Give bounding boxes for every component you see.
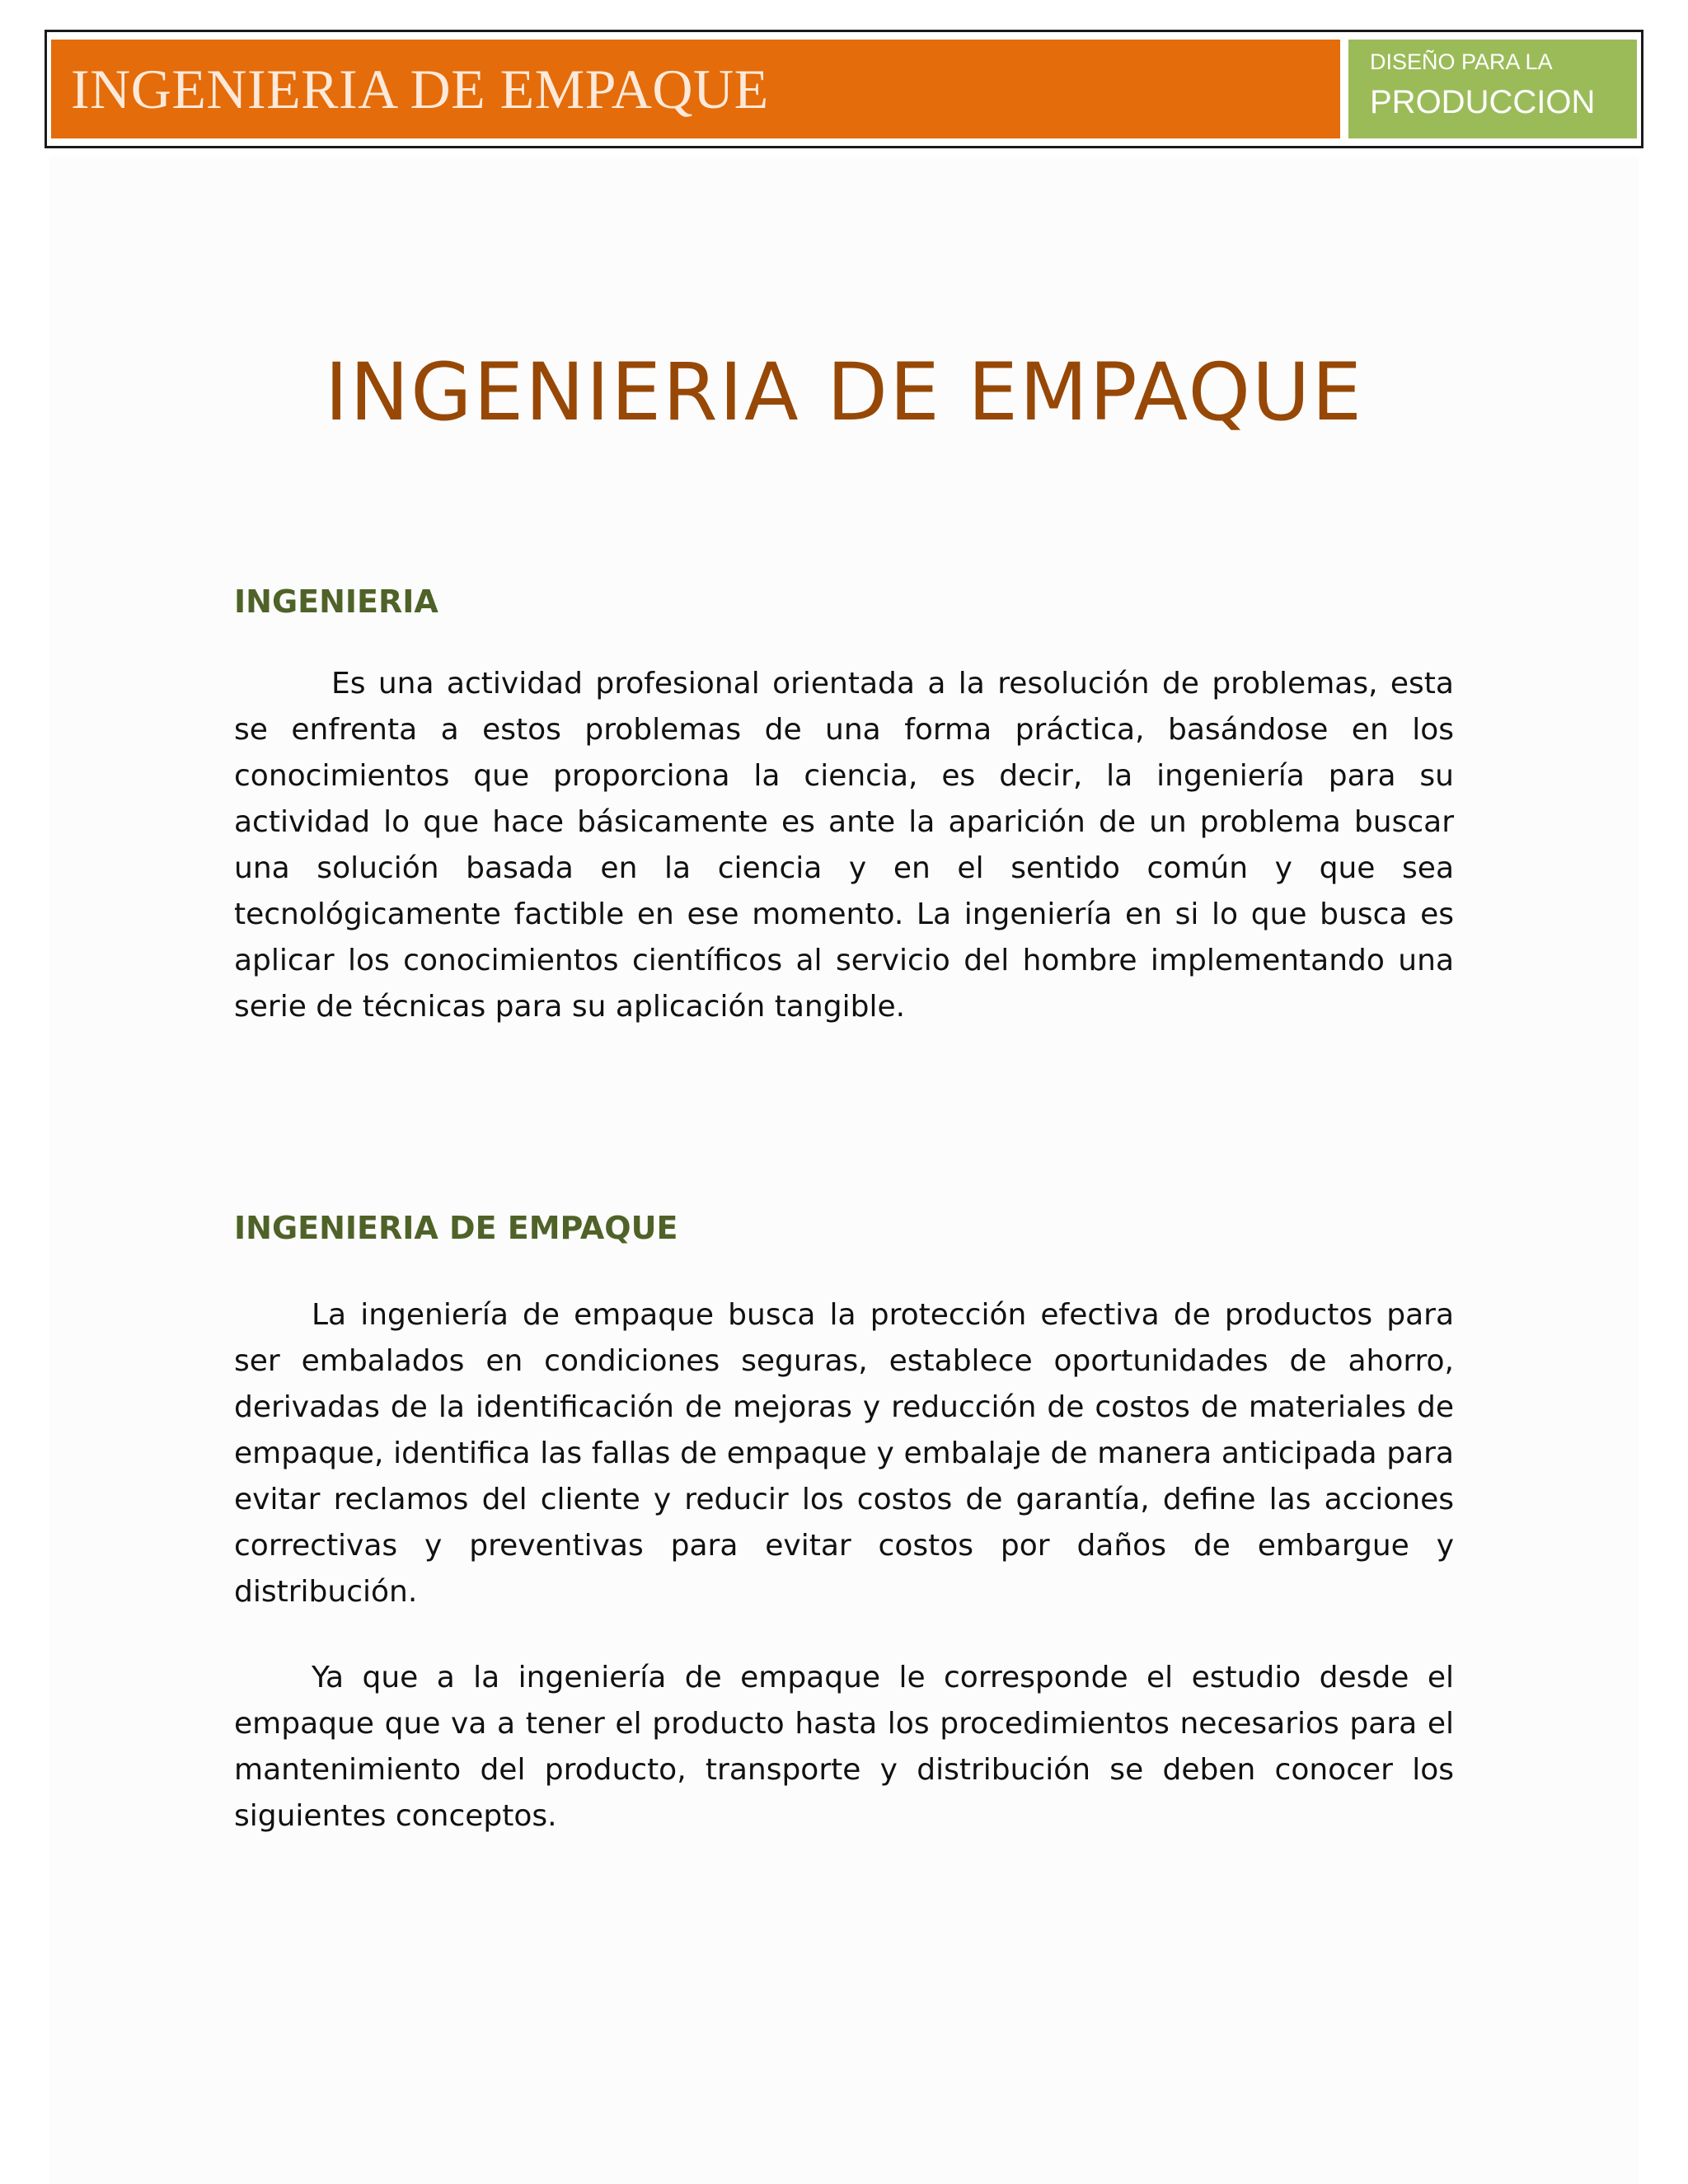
paragraph-empaque-2: Ya que a la ingeniería de empaque le corresponde el estudio desde el empaque que va a tener el producto hasta los procedimientos necesarios para el mantenimiento del producto, transporte y distribución se deben conocer los siguientes conceptos. bbox=[234, 1661, 1454, 1833]
paragraph-empaque-1: La ingeniería de empaque busca la protección efectiva de productos para ser embalados en condiciones seguras, establece oportunidades de ahorro, derivadas de la identificación de mejoras y reducción de costos de materiales de empaque, identifica las fallas de empaque y embalaje de manera anticipada para evitar reclamos del cliente y reducir los costos de garantía, define las acciones correctivas y preventivas para evitar costos por daños de embargue y distribución. bbox=[234, 1298, 1454, 1609]
page-background bbox=[49, 157, 1639, 2184]
header-subtitle-box bbox=[1348, 40, 1637, 138]
paragraph-ingenieria: Es una actividad profesional orientada a la resolución de problemas, esta se enfrenta a estos problemas de una forma práctica, basándose en los conocimientos que proporciona la ciencia, es decir, la ingeniería para su actividad lo que hace básicamente es ante la aparición de un problema buscar una solución basada en la ciencia y en el sentido común y que sea tecnológicamente factible en ese momento. La ingeniería en si lo que busca es aplicar los conocimientos científicos al servicio del hombre implementando una serie de técnicas para su aplicación tangible. bbox=[234, 667, 1454, 1024]
document-title: INGENIERIA DE EMPAQUE bbox=[325, 346, 1363, 438]
section-heading-ingenieria-de-empaque: INGENIERIA DE EMPAQUE bbox=[234, 1210, 678, 1246]
section-heading-ingenieria: INGENIERIA bbox=[234, 583, 438, 620]
header-subtitle-small: DISEÑO PARA LA bbox=[1370, 49, 1553, 74]
header-subtitle-large: PRODUCCION bbox=[1370, 84, 1596, 120]
header-title-bar bbox=[51, 40, 1340, 138]
header-title: INGENIERIA DE EMPAQUE bbox=[71, 57, 769, 120]
